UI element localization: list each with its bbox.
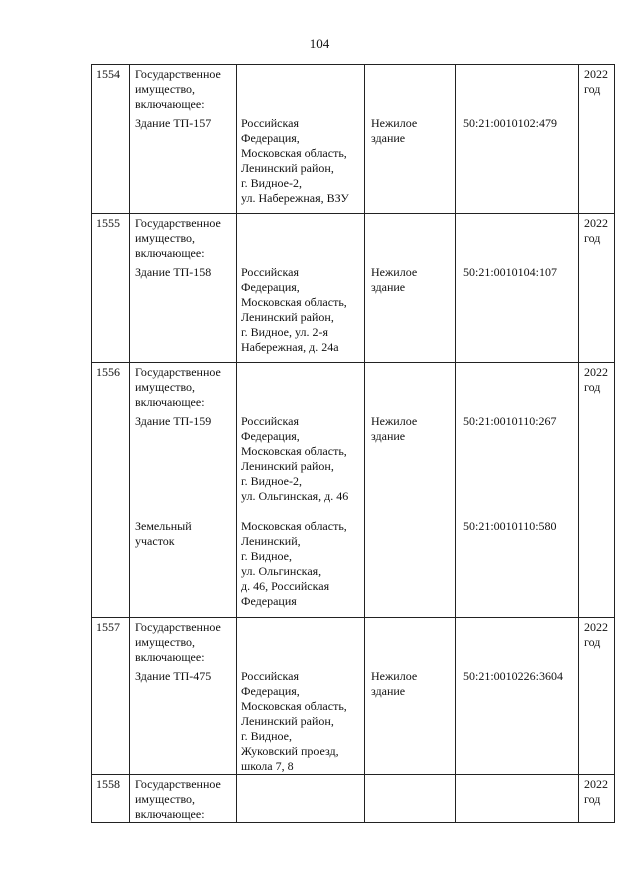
object-address: Российская Федерация, Московская область, Ленинский район, г. Видное, ул. 2-я Набережная, д. 24а	[241, 265, 347, 354]
property-registry-table	[91, 64, 615, 823]
table-row	[92, 214, 615, 363]
object-name: Здание ТП-157	[135, 116, 212, 130]
year-cell	[579, 775, 615, 823]
object-address: Российская Федерация, Московская область, Ленинский район, г. Видное-2, ул. Набережная, ВЗУ	[241, 116, 349, 205]
year: 2022 год	[584, 216, 608, 245]
object-address: Московская область, Ленинский, г. Видное, ул. Ольгинская, д. 46, Российская Федерация	[241, 519, 347, 608]
object-name: Земельный участок	[135, 519, 192, 548]
row-number-cell	[92, 618, 130, 775]
group-heading: Государственное имущество, включающее:	[135, 67, 221, 111]
cadastral-number: 50:21:0010102:479	[463, 116, 558, 130]
object-name-cell	[130, 618, 237, 775]
cadastral-number: 50:21:0010110:267	[463, 414, 557, 428]
row-number: 1554	[96, 67, 120, 81]
table-row	[92, 363, 615, 618]
row-number-cell	[92, 775, 130, 823]
year-cell	[579, 214, 615, 363]
object-type-cell	[365, 363, 456, 618]
object-name: Здание ТП-158	[135, 265, 212, 279]
object-type-cell	[365, 775, 456, 823]
object-type-cell	[365, 618, 456, 775]
object-type: Нежилое здание	[371, 116, 418, 145]
object-name: Здание ТП-159	[135, 414, 212, 428]
object-address: Российская Федерация, Московская область, Ленинский район, г. Видное, Жуковский проезд, школа 7, 8	[241, 669, 347, 773]
row-number: 1557	[96, 620, 120, 634]
year: 2022 год	[584, 67, 608, 96]
group-heading: Государственное имущество, включающее:	[135, 620, 221, 664]
year-cell	[579, 65, 615, 214]
object-name-cell	[130, 65, 237, 214]
cadastral-number-cell	[456, 775, 579, 823]
year-cell	[579, 363, 615, 618]
row-number-cell	[92, 65, 130, 214]
row-number: 1556	[96, 365, 120, 379]
group-heading: Государственное имущество, включающее:	[135, 216, 221, 260]
group-heading: Государственное имущество, включающее:	[135, 777, 221, 821]
row-number: 1555	[96, 216, 120, 230]
page-number: 104	[309, 36, 330, 51]
year: 2022 год	[584, 777, 608, 806]
year: 2022 год	[584, 365, 608, 394]
group-heading: Государственное имущество, включающее:	[135, 365, 221, 409]
object-name-cell	[130, 214, 237, 363]
cadastral-number-cell	[456, 618, 579, 775]
cadastral-number: 50:21:0010104:107	[463, 265, 558, 279]
object-type: Нежилое здание	[371, 669, 418, 698]
object-name-cell	[130, 363, 237, 618]
object-type: Нежилое здание	[371, 414, 418, 443]
cadastral-number-cell	[456, 65, 579, 214]
year-cell	[579, 618, 615, 775]
address-cell	[237, 214, 365, 363]
cadastral-number-cell	[456, 363, 579, 618]
address-cell	[237, 775, 365, 823]
object-name-cell	[130, 775, 237, 823]
cadastral-number-cell	[456, 214, 579, 363]
object-type: Нежилое здание	[371, 265, 418, 294]
address-cell	[237, 618, 365, 775]
cadastral-number: 50:21:0010226:3604	[463, 669, 564, 683]
table-row	[92, 775, 615, 823]
address-cell	[237, 363, 365, 618]
year: 2022 год	[584, 620, 608, 649]
row-number-cell	[92, 214, 130, 363]
cadastral-number: 50:21:0010110:580	[463, 519, 557, 533]
address-cell	[237, 65, 365, 214]
table-row	[92, 618, 615, 775]
object-type-cell	[365, 214, 456, 363]
object-name: Здание ТП-475	[135, 669, 212, 683]
object-address: Российская Федерация, Московская область, Ленинский район, г. Видное-2, ул. Ольгинская, д. 46	[241, 414, 349, 503]
row-number: 1558	[96, 777, 120, 791]
table-row	[92, 65, 615, 214]
row-number-cell	[92, 363, 130, 618]
object-type-cell	[365, 65, 456, 214]
